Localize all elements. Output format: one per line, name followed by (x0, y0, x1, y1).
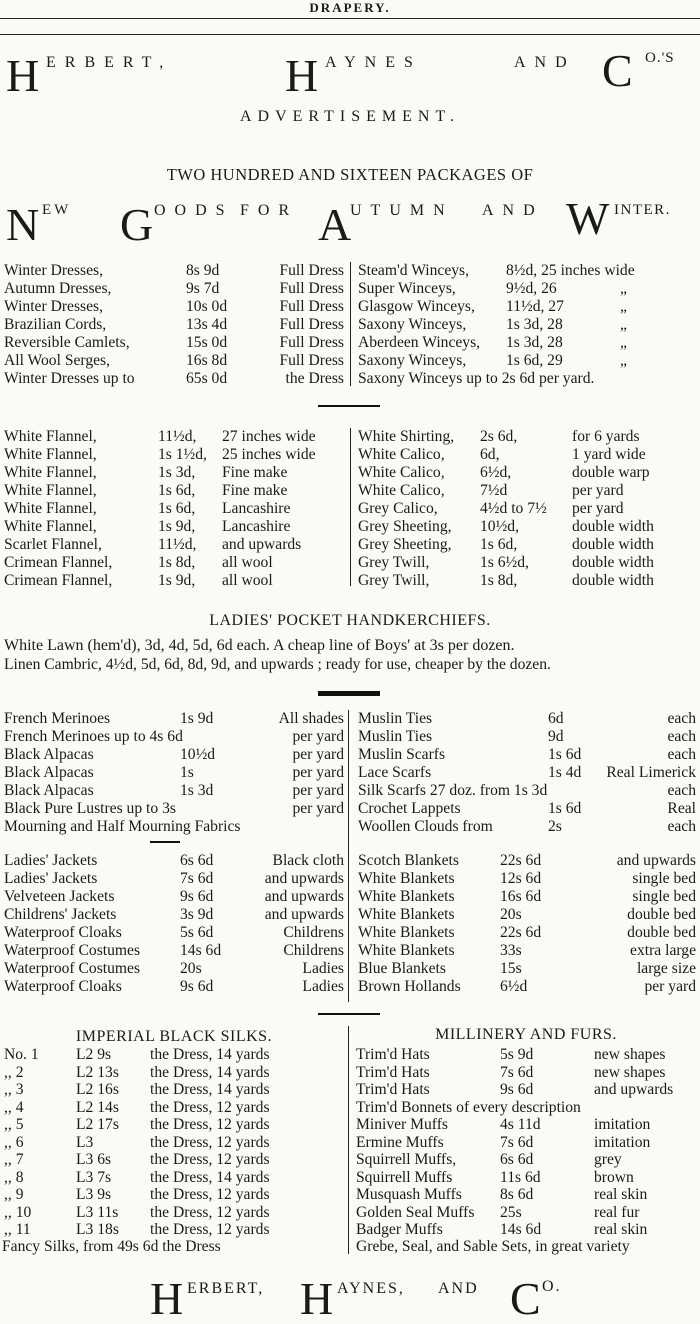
small-ornament (150, 838, 180, 846)
millinery-row-7-col-2: brown (594, 1168, 634, 1186)
silks-row-7-col-2: the Dress, 14 yards (150, 1168, 270, 1186)
winceys-row-0-col-0: Steam'd Winceys, (358, 262, 470, 279)
calicos-row-2-col-0: White Calico, (358, 464, 445, 481)
millinery-row-3-col-0: Trim'd Bonnets of every description (356, 1098, 581, 1116)
flannels-row-1-col-2: 25 inches wide (222, 446, 316, 463)
silks-row-2-col-2: the Dress, 14 yards (150, 1081, 270, 1098)
jackets-row-7-col-1: 9s 6d (180, 978, 214, 995)
silks-row-2-col-1: L2 16s (76, 1081, 119, 1098)
goods-word-for: FOR (240, 202, 299, 219)
section-label: DRAPERY. (309, 0, 391, 15)
dresses-row-4-col-2: Full Dress (279, 334, 344, 351)
millinery-row-5-col-2: imitation (594, 1133, 651, 1151)
blankets-row-4-col-2: double bed (627, 924, 696, 941)
calicos-row-3-col-1: 7½d (480, 482, 508, 499)
flannels-row-3-col-2: Fine make (222, 482, 288, 499)
blankets-row-3-col-1: 20s (500, 906, 522, 923)
blankets-row-2-col-1: 16s 6d (500, 888, 542, 905)
millinery-row-1-col-1: 7s 6d (500, 1063, 534, 1081)
millinery-row-8-col-2: real skin (594, 1186, 648, 1203)
ties-row-1-col-1: 9d (548, 728, 564, 745)
dresses-row-1-col-2: Full Dress (279, 280, 344, 297)
merinoes-row-2-col-1: 10½d (180, 746, 216, 763)
dresses-row-4-col-1: 15s 0d (186, 334, 228, 351)
jackets-row-7-col-0: Waterproof Cloaks (4, 978, 122, 995)
dresses-row-6-col-0: Winter Dresses up to (4, 370, 135, 387)
blankets-row-4-col-0: White Blankets (358, 924, 455, 941)
calicos-row-6-col-0: Grey Sheeting, (358, 536, 452, 553)
calicos-row-7-col-1: 1s 6½d, (480, 554, 529, 571)
jackets-row-3-col-0: Childrens' Jackets (4, 906, 117, 923)
blankets-row-4-col-1: 22s 6d (500, 924, 542, 941)
ties-row-5-col-0: Crochet Lappets (358, 800, 461, 817)
calicos-row-0-col-2: for 6 yards (572, 428, 640, 445)
merinoes-row-5-col-0: Black Pure Lustres up to 3s (4, 800, 176, 817)
silks-row-6-col-0: ,, 7 (4, 1151, 24, 1168)
merinoes-row-3-col-0: Black Alpacas (4, 764, 94, 781)
ties-row-6-col-1: 2s (548, 818, 562, 835)
column-divider (350, 262, 351, 386)
blankets-row-6-col-0: Blue Blankets (358, 960, 446, 977)
jackets-row-4-col-0: Waterproof Cloaks (4, 924, 122, 941)
flannels-row-8-col-0: Crimean Flannel, (4, 572, 113, 589)
merinoes-row-0-col-1: 1s 9d (180, 710, 214, 727)
footer-word-herbert: ERBERT, (187, 1280, 265, 1297)
ties-row-5-col-1: 1s 6d (548, 800, 582, 817)
silks-row-1-col-0: ,, 2 (4, 1063, 24, 1081)
silks-row-0-col-1: L2 9s (76, 1046, 112, 1063)
flannels-row-0-col-0: White Flannel, (4, 428, 97, 445)
calicos-row-8-col-1: 1s 8d, (480, 572, 518, 589)
silks-row-4-col-1: L2 17s (76, 1116, 119, 1133)
ties-row-6-col-0: Woollen Clouds from (358, 818, 493, 835)
footer-word-co: O. (542, 1278, 562, 1295)
flannels-row-5-col-1: 1s 9d, (158, 518, 196, 535)
ties-row-4-col-0: Silk Scarfs 27 doz. from 1s 3d (358, 782, 548, 799)
millinery-row-6-col-0: Squirrell Muffs, (356, 1151, 457, 1168)
silks-row-5-col-1: L3 (76, 1133, 94, 1151)
calicos-row-0-col-0: White Shirting, (358, 428, 455, 445)
goods-word-autumn: UTUMN (350, 202, 454, 219)
dresses-row-0-col-0: Winter Dresses, (4, 262, 103, 279)
ties-row-0-col-0: Muslin Ties (358, 710, 433, 727)
blankets-row-6-col-2: large size (636, 960, 696, 977)
header-cap-h2: H (285, 50, 319, 101)
header-word-herbert: ERBERT, (46, 54, 173, 71)
winceys-row-2-col-1: 11½d, 27 (506, 298, 564, 315)
silks-row-1-col-1: L2 13s (76, 1063, 119, 1081)
millinery-row-4-col-1: 4s 11d (500, 1116, 541, 1133)
calicos-row-5-col-0: Grey Sheeting, (358, 518, 452, 535)
calicos-row-2-col-1: 6½d, (480, 464, 512, 481)
winceys-row-1-col-0: Super Winceys, (358, 280, 456, 297)
jackets-row-5-col-2: Childrens (283, 942, 344, 959)
calicos-row-0-col-1: 2s 6d, (480, 428, 518, 445)
jackets-row-4-col-2: Childrens (283, 924, 344, 941)
jackets-row-3-col-1: 3s 9d (180, 906, 214, 923)
flannels-row-4-col-0: White Flannel, (4, 500, 97, 517)
silks-row-10-col-2: the Dress, 12 yards (150, 1221, 270, 1238)
flannels-row-7-col-2: all wool (222, 554, 273, 571)
blankets-row-3-col-2: double bed (627, 906, 696, 923)
handkerchiefs-title: LADIES' POCKET HANDKERCHIEFS. (209, 612, 491, 629)
dresses-row-5-col-1: 16s 8d (186, 352, 228, 369)
merinoes-row-5-col-2: per yard (292, 800, 344, 817)
jackets-row-5-col-0: Waterproof Costumes (4, 942, 141, 959)
ties-row-3-col-0: Lace Scarfs (358, 764, 432, 781)
dresses-row-6-col-1: 65s 0d (186, 370, 228, 387)
jackets-row-0-col-2: Black cloth (272, 852, 344, 869)
winceys-row-6-col-0: Saxony Winceys up to 2s 6d per yard. (358, 370, 595, 387)
silks-row-5-col-0: ,, 6 (4, 1133, 24, 1151)
goods-word-winter: INTER. (614, 202, 671, 218)
header-word-haynes: AYNES (325, 54, 422, 71)
silks-row-9-col-2: the Dress, 12 yards (150, 1203, 270, 1221)
millinery-row-6-col-1: 6s 6d (500, 1151, 534, 1168)
calicos-row-5-col-2: double width (572, 518, 654, 535)
silks-row-4-col-2: the Dress, 12 yards (150, 1116, 270, 1133)
top-rule-2 (0, 34, 700, 35)
silks-row-8-col-1: L3 9s (76, 1186, 112, 1203)
merinoes-row-2-col-0: Black Alpacas (4, 746, 94, 763)
merinoes-row-3-col-2: per yard (292, 764, 344, 781)
millinery-row-2-col-1: 9s 6d (500, 1081, 534, 1098)
millinery-row-0-col-0: Trim'd Hats (356, 1046, 430, 1063)
dresses-row-4-col-0: Reversible Camlets, (4, 334, 130, 351)
ties-row-1-col-2: each (667, 728, 696, 745)
ties-row-4-col-2: each (667, 782, 696, 799)
header-cap-h1: H (6, 50, 40, 101)
flannels-row-0-col-1: 11½d, (158, 428, 197, 445)
silks-footer: Fancy Silks, from 49s 6d the Dress (2, 1238, 221, 1255)
calicos-row-6-col-2: double width (572, 536, 654, 553)
calicos-row-6-col-1: 1s 6d, (480, 536, 518, 553)
blankets-row-2-col-0: White Blankets (358, 888, 455, 905)
jackets-row-4-col-1: 5s 6d (180, 924, 214, 941)
winceys-row-3-col-2: „ (620, 316, 627, 333)
goods-cap-g: G (120, 199, 154, 250)
blankets-row-6-col-1: 15s (500, 960, 522, 977)
millinery-row-6-col-2: grey (594, 1151, 622, 1168)
jackets-row-0-col-0: Ladies' Jackets (4, 852, 98, 869)
silks-row-10-col-1: L3 18s (76, 1221, 119, 1238)
winceys-row-4-col-1: 1s 3d, 28 (506, 334, 563, 351)
blankets-row-0-col-0: Scotch Blankets (358, 852, 459, 869)
ornament-divider (318, 690, 380, 698)
millinery-row-10-col-1: 14s 6d (500, 1221, 542, 1238)
blankets-row-7-col-2: per yard (644, 978, 696, 995)
dresses-row-1-col-0: Autumn Dresses, (4, 280, 112, 297)
silks-row-6-col-2: the Dress, 12 yards (150, 1151, 270, 1168)
ties-row-5-col-2: Real (667, 800, 696, 817)
jackets-row-6-col-2: Ladies (302, 960, 344, 977)
silks-row-8-col-2: the Dress, 12 yards (150, 1186, 270, 1203)
merinoes-row-1-col-2: per yard (292, 728, 344, 745)
goods-cap-a: A (318, 199, 352, 250)
dresses-row-1-col-1: 9s 7d (186, 280, 220, 297)
winceys-row-5-col-1: 1s 6d, 29 (506, 352, 563, 369)
millinery-row-2-col-2: and upwards (594, 1081, 674, 1098)
flannels-row-2-col-2: Fine make (222, 464, 288, 481)
millinery-row-1-col-0: Trim'd Hats (356, 1063, 430, 1081)
merinoes-row-2-col-2: per yard (292, 746, 344, 763)
silks-row-7-col-1: L3 7s (76, 1168, 112, 1186)
blankets-row-3-col-0: White Blankets (358, 906, 455, 923)
flannels-row-6-col-0: Scarlet Flannel, (4, 536, 102, 553)
silks-row-1-col-2: the Dress, 14 yards (150, 1063, 270, 1081)
dresses-row-2-col-1: 10s 0d (186, 298, 228, 315)
ties-row-3-col-2: Real Limerick (606, 764, 696, 781)
jackets-row-0-col-1: 6s 6d (180, 852, 214, 869)
flannels-row-2-col-0: White Flannel, (4, 464, 97, 481)
blankets-row-5-col-0: White Blankets (358, 942, 455, 959)
winceys-row-2-col-2: „ (620, 298, 627, 315)
dresses-row-0-col-2: Full Dress (279, 262, 344, 279)
flannels-row-5-col-2: Lancashire (222, 518, 291, 535)
ties-row-0-col-2: each (667, 710, 696, 727)
millinery-row-9-col-2: real fur (594, 1203, 640, 1221)
header-word-cos: O.'S (645, 50, 675, 66)
millinery-row-8-col-1: 8s 6d (500, 1186, 534, 1203)
silks-row-9-col-0: ,, 10 (4, 1203, 32, 1221)
jackets-row-1-col-0: Ladies' Jackets (4, 870, 98, 887)
goods-cap-w: W (566, 193, 610, 244)
winceys-row-0-col-1: 8½d, 25 inches wide (506, 262, 635, 279)
merinoes-row-4-col-0: Black Alpacas (4, 782, 94, 799)
ties-row-0-col-1: 6d (548, 710, 564, 727)
ties-row-6-col-2: each (667, 818, 696, 835)
ties-row-1-col-0: Muslin Ties (358, 728, 433, 745)
dresses-row-0-col-1: 8s 9d (186, 262, 220, 279)
flannels-row-8-col-2: all wool (222, 572, 273, 589)
millinery-row-0-col-1: 5s 9d (500, 1046, 534, 1063)
jackets-row-5-col-1: 14s 6d (180, 942, 222, 959)
ornament-divider (318, 1010, 380, 1018)
jackets-row-1-col-1: 7s 6d (180, 870, 214, 887)
ornament-divider (318, 402, 380, 410)
jackets-row-2-col-1: 9s 6d (180, 888, 214, 905)
flannels-row-6-col-1: 11½d, (158, 536, 197, 553)
header-word-and: AND (514, 54, 576, 71)
dresses-row-2-col-0: Winter Dresses, (4, 298, 103, 315)
flannels-row-4-col-1: 1s 6d, (158, 500, 196, 517)
merinoes-row-0-col-2: All shades (278, 710, 344, 727)
blankets-row-5-col-1: 33s (500, 942, 522, 959)
ties-row-2-col-1: 1s 6d (548, 746, 582, 763)
millinery-row-9-col-0: Golden Seal Muffs (356, 1203, 475, 1221)
jackets-row-3-col-2: and upwards (264, 906, 344, 923)
footer-cap-h2: H (300, 1273, 334, 1324)
calicos-row-7-col-0: Grey Twill, (358, 554, 430, 571)
flannels-row-2-col-1: 1s 3d, (158, 464, 196, 481)
flannels-row-4-col-2: Lancashire (222, 500, 291, 517)
millinery-footer: Grebe, Seal, and Sable Sets, in great variety (356, 1238, 630, 1255)
calicos-row-2-col-2: double warp (572, 464, 650, 481)
merinoes-row-1-col-0: French Merinoes up to 4s 6d (4, 728, 183, 745)
dresses-row-2-col-2: Full Dress (279, 298, 344, 315)
ties-row-3-col-1: 1s 4d (548, 764, 582, 781)
winceys-row-2-col-0: Glasgow Winceys, (358, 298, 475, 315)
millinery-title: MILLINERY AND FURS. (435, 1026, 617, 1043)
millinery-row-2-col-0: Trim'd Hats (356, 1081, 430, 1098)
jackets-row-6-col-1: 20s (180, 960, 202, 977)
goods-word-goods: OODS (154, 202, 234, 219)
winceys-row-5-col-2: „ (620, 352, 627, 369)
silks-row-10-col-0: ,, 11 (4, 1221, 31, 1238)
millinery-row-10-col-2: real skin (594, 1221, 648, 1238)
blankets-row-1-col-0: White Blankets (358, 870, 455, 887)
millinery-row-5-col-0: Ermine Muffs (356, 1133, 444, 1151)
flannels-row-3-col-0: White Flannel, (4, 482, 97, 499)
silks-row-0-col-2: the Dress, 14 yards (150, 1046, 270, 1063)
flannels-row-3-col-1: 1s 6d, (158, 482, 196, 499)
winceys-row-1-col-1: 9½d, 26 (506, 280, 557, 297)
calicos-row-3-col-2: per yard (572, 482, 624, 499)
dresses-row-5-col-0: All Wool Serges, (4, 352, 111, 369)
merinoes-row-4-col-2: per yard (292, 782, 344, 799)
blankets-row-0-col-1: 22s 6d (500, 852, 542, 869)
millinery-row-7-col-1: 11s 6d (500, 1168, 541, 1186)
blankets-row-5-col-2: extra large (630, 942, 696, 959)
footer-cap-h1: H (150, 1273, 184, 1324)
advertisement-subtitle: ADVERTISEMENT. (239, 108, 461, 125)
silks-row-3-col-0: ,, 4 (4, 1098, 24, 1116)
winceys-row-5-col-0: Saxony Winceys, (358, 352, 467, 369)
dresses-row-5-col-2: Full Dress (279, 352, 344, 369)
dresses-row-3-col-0: Brazilian Cords, (4, 316, 107, 333)
packages-line: TWO HUNDRED AND SIXTEEN PACKAGES OF (166, 165, 534, 184)
ties-row-2-col-0: Muslin Scarfs (358, 746, 446, 763)
calicos-row-1-col-0: White Calico, (358, 446, 445, 463)
column-divider (348, 1026, 349, 1254)
blankets-row-1-col-1: 12s 6d (500, 870, 542, 887)
calicos-row-1-col-1: 6d, (480, 446, 500, 463)
merinoes-row-6-col-0: Mourning and Half Mourning Fabrics (4, 818, 241, 835)
millinery-row-0-col-2: new shapes (594, 1046, 666, 1063)
winceys-row-1-col-2: „ (620, 280, 627, 297)
jackets-row-2-col-0: Velveteen Jackets (4, 888, 115, 905)
flannels-row-7-col-0: Crimean Flannel, (4, 554, 113, 571)
calicos-row-1-col-2: 1 yard wide (572, 446, 646, 463)
flannels-row-0-col-2: 27 inches wide (222, 428, 316, 445)
blankets-row-2-col-2: single bed (632, 888, 696, 905)
silks-row-9-col-1: L3 11s (76, 1203, 119, 1221)
millinery-row-8-col-0: Musquash Muffs (356, 1186, 462, 1203)
top-rule (0, 18, 700, 19)
silks-row-0-col-0: No. 1 (4, 1046, 39, 1063)
dresses-row-3-col-2: Full Dress (279, 316, 344, 333)
header-cap-c: C (602, 45, 633, 96)
goods-word-new: EW (42, 202, 72, 218)
calicos-row-4-col-2: per yard (572, 500, 624, 517)
calicos-row-3-col-0: White Calico, (358, 482, 445, 499)
jackets-row-6-col-0: Waterproof Costumes (4, 960, 141, 977)
winceys-row-3-col-0: Saxony Winceys, (358, 316, 467, 333)
column-divider (348, 710, 349, 1002)
blankets-row-7-col-1: 6½d (500, 978, 528, 995)
footer-word-and: AND (438, 1280, 479, 1297)
calicos-row-8-col-2: double width (572, 572, 654, 589)
column-divider (350, 428, 351, 586)
flannels-row-5-col-0: White Flannel, (4, 518, 97, 535)
ties-row-2-col-2: each (667, 746, 696, 763)
goods-word-and: AND (482, 202, 544, 219)
millinery-row-10-col-0: Badger Muffs (356, 1221, 443, 1238)
winceys-row-4-col-0: Aberdeen Winceys, (358, 334, 481, 351)
merinoes-row-0-col-0: French Merinoes (4, 710, 111, 727)
goods-cap-n: N (6, 199, 40, 250)
silks-row-8-col-0: ,, 9 (4, 1186, 24, 1203)
dresses-row-3-col-1: 13s 4d (186, 316, 228, 333)
flannels-row-7-col-1: 1s 8d, (158, 554, 196, 571)
silks-row-4-col-0: ,, 5 (4, 1116, 24, 1133)
winceys-row-4-col-2: „ (620, 334, 627, 351)
merinoes-row-4-col-1: 1s 3d (180, 782, 214, 799)
flannels-row-8-col-1: 1s 9d, (158, 572, 196, 589)
flannels-row-6-col-2: and upwards (222, 536, 302, 553)
handkerchiefs-line-1: White Lawn (hem'd), 3d, 4d, 5d, 6d each. A cheap line of Boys' at 3s per dozen. (4, 637, 515, 654)
silks-title: IMPERIAL BLACK SILKS. (75, 1028, 273, 1045)
jackets-row-2-col-2: and upwards (264, 888, 344, 905)
millinery-row-4-col-2: imitation (594, 1116, 651, 1133)
silks-row-6-col-1: L3 6s (76, 1151, 112, 1168)
jackets-row-7-col-2: Ladies (302, 978, 344, 995)
millinery-row-1-col-2: new shapes (594, 1063, 666, 1081)
silks-row-5-col-2: the Dress, 12 yards (150, 1133, 270, 1151)
calicos-row-4-col-0: Grey Calico, (358, 500, 438, 517)
calicos-row-7-col-2: double width (572, 554, 654, 571)
calicos-row-8-col-0: Grey Twill, (358, 572, 430, 589)
handkerchiefs-line-2: Linen Cambric, 4½d, 5d, 6d, 8d, 9d, and upwards ; ready for use, cheaper by the dozen. (4, 656, 551, 673)
blankets-row-7-col-0: Brown Hollands (358, 978, 461, 995)
footer-cap-c: C (510, 1273, 541, 1324)
silks-row-3-col-1: L2 14s (76, 1098, 119, 1116)
flannels-row-1-col-1: 1s 1½d, (158, 446, 207, 463)
jackets-row-1-col-2: and upwards (264, 870, 344, 887)
dresses-row-6-col-2: the Dress (285, 370, 344, 387)
winceys-row-3-col-1: 1s 3d, 28 (506, 316, 563, 333)
blankets-row-0-col-2: and upwards (616, 852, 696, 869)
millinery-row-9-col-1: 25s (500, 1203, 522, 1221)
calicos-row-4-col-1: 4½d to 7½ (480, 500, 547, 517)
silks-row-3-col-2: the Dress, 12 yards (150, 1098, 270, 1116)
silks-row-7-col-0: ,, 8 (4, 1168, 24, 1186)
millinery-row-7-col-0: Squirrell Muffs (356, 1168, 453, 1186)
silks-row-2-col-0: ,, 3 (4, 1081, 24, 1098)
millinery-row-4-col-0: Miniver Muffs (356, 1116, 448, 1133)
blankets-row-1-col-2: single bed (632, 870, 696, 887)
flannels-row-1-col-0: White Flannel, (4, 446, 97, 463)
footer-word-haynes: AYNES, (337, 1280, 405, 1297)
calicos-row-5-col-1: 10½d, (480, 518, 519, 535)
merinoes-row-3-col-1: 1s (180, 764, 194, 781)
millinery-row-5-col-1: 7s 6d (500, 1133, 534, 1151)
